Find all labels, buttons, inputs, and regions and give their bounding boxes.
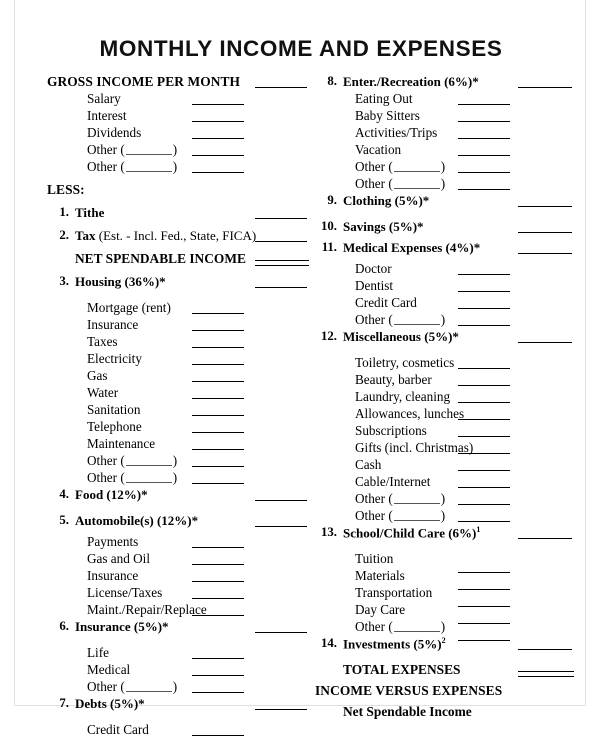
row-day-care bbox=[315, 602, 587, 619]
item-number-11: 11. bbox=[321, 240, 337, 254]
blank-electricity[interactable] bbox=[192, 364, 244, 365]
blank-medical-expenses[interactable] bbox=[518, 253, 572, 254]
blank-maint-repair-replace[interactable] bbox=[192, 615, 244, 616]
blank-school-child-care[interactable] bbox=[518, 538, 572, 539]
row-electricity bbox=[47, 351, 319, 368]
label-savings: Savings (5%)* bbox=[343, 219, 424, 234]
blank-maintenance[interactable] bbox=[192, 449, 244, 450]
item-number-3: 3. bbox=[59, 274, 69, 288]
label-income-other-2: Other ( ) bbox=[87, 159, 178, 174]
blank-debts[interactable] bbox=[255, 709, 307, 710]
label-recreation-other-1: Other ( ) bbox=[355, 159, 446, 174]
blank-investments[interactable] bbox=[518, 649, 572, 650]
label-medical-credit-card: Credit Card bbox=[355, 295, 417, 310]
row-gas-and-oil bbox=[47, 551, 319, 568]
blank-gas-and-oil[interactable] bbox=[192, 564, 244, 565]
row-life bbox=[47, 645, 319, 662]
blank-recreation[interactable] bbox=[518, 87, 572, 88]
blank-recreation-other-2[interactable] bbox=[458, 189, 510, 190]
label-allowances-lunches: Allowances, lunches bbox=[355, 406, 465, 421]
blank-recreation-other-1[interactable] bbox=[458, 172, 510, 173]
blank-license-taxes[interactable] bbox=[192, 598, 244, 599]
label-insurance: Insurance (5%)* bbox=[75, 619, 169, 634]
row-telephone bbox=[47, 419, 319, 436]
blank-cash[interactable] bbox=[458, 470, 510, 471]
label-transportation: Transportation bbox=[355, 585, 433, 600]
label-day-care: Day Care bbox=[355, 602, 406, 617]
blank-medical-credit-card[interactable] bbox=[458, 308, 510, 309]
label-net-spendable-income: NET SPENDABLE INCOME bbox=[75, 251, 246, 266]
row-medical bbox=[47, 662, 319, 679]
row-baby-sitters bbox=[315, 108, 587, 125]
less-header-row bbox=[47, 182, 319, 205]
label-school-other: Other ( ) bbox=[355, 619, 446, 634]
blank-baby-sitters[interactable] bbox=[458, 121, 510, 122]
label-license-taxes: License/Taxes bbox=[87, 585, 163, 600]
label-tuition: Tuition bbox=[355, 551, 394, 566]
label-automobile: Automobile(s) (12%)* bbox=[75, 513, 199, 528]
label-tithe: Tithe bbox=[75, 205, 105, 220]
label-interest: Interest bbox=[87, 108, 127, 123]
label-gas-and-oil: Gas and Oil bbox=[87, 551, 150, 566]
label-investments: Investments $(5\%)^2$ bbox=[343, 636, 446, 652]
label-materials: Materials bbox=[355, 568, 405, 583]
item-number-13: 13. bbox=[321, 525, 337, 539]
blank-beauty-barber[interactable] bbox=[458, 385, 510, 386]
row-investments bbox=[315, 636, 587, 662]
row-medical-other bbox=[315, 312, 587, 329]
row-income-versus-expenses bbox=[315, 683, 587, 704]
item-number-7: 7. bbox=[59, 696, 69, 710]
blank-dividends[interactable] bbox=[192, 138, 244, 139]
blank-auto-insurance[interactable] bbox=[192, 581, 244, 582]
row-materials bbox=[315, 568, 587, 585]
blank-housing[interactable] bbox=[255, 287, 307, 288]
label-miscellaneous: Miscellaneous (5%)* bbox=[343, 329, 459, 344]
label-tax: Tax (Est. - Incl. Fed., State, FICA) bbox=[75, 228, 257, 243]
row-clothing bbox=[315, 193, 587, 219]
row-transportation bbox=[315, 585, 587, 602]
blank-income-other-1[interactable] bbox=[192, 155, 244, 156]
label-maint-repair-replace: Maint./Repair/Replace bbox=[87, 602, 207, 617]
blank-insurance[interactable] bbox=[255, 632, 307, 633]
row-laundry-cleaning bbox=[315, 389, 587, 406]
item-number-2: 2. bbox=[59, 228, 69, 242]
label-medical: Medical bbox=[87, 662, 131, 677]
row-subscriptions bbox=[315, 423, 587, 440]
row-school-child-care bbox=[315, 525, 587, 551]
blank-payments[interactable] bbox=[192, 547, 244, 548]
blank-debts-credit-card[interactable] bbox=[192, 735, 244, 736]
row-total-expenses bbox=[315, 662, 587, 683]
blank-interest[interactable] bbox=[192, 121, 244, 122]
blank-mortgage[interactable] bbox=[192, 313, 244, 314]
label-subscriptions: Subscriptions bbox=[355, 423, 427, 438]
blank-food[interactable] bbox=[255, 500, 307, 501]
label-gifts: Gifts (incl. Christmas) bbox=[355, 440, 474, 455]
blank-medical[interactable] bbox=[192, 675, 244, 676]
row-interest bbox=[47, 108, 319, 125]
other-inline-blank[interactable] bbox=[394, 162, 440, 172]
other-inline-blank[interactable] bbox=[394, 179, 440, 189]
label-recreation: Enter./Recreation (6%)* bbox=[343, 74, 479, 89]
blank-miscellaneous[interactable] bbox=[518, 342, 572, 343]
label-telephone: Telephone bbox=[87, 419, 142, 434]
row-insurance-other bbox=[47, 679, 319, 696]
label-cash: Cash bbox=[355, 457, 382, 472]
label-net-spendable-income: Net Spendable Income bbox=[343, 704, 472, 719]
row-net-spendable-income bbox=[47, 251, 319, 274]
gross-income-header-row bbox=[47, 74, 319, 91]
blank-subscriptions[interactable] bbox=[458, 436, 510, 437]
blank-misc-other-2[interactable] bbox=[458, 521, 510, 522]
item-number-4: 4. bbox=[59, 487, 69, 501]
row-sanitation bbox=[47, 402, 319, 419]
row-toiletry bbox=[315, 355, 587, 372]
other-inline-blank[interactable] bbox=[126, 682, 172, 692]
other-inline-blank[interactable] bbox=[126, 162, 172, 172]
row-payments bbox=[47, 534, 319, 551]
blank-sanitation[interactable] bbox=[192, 415, 244, 416]
blank-laundry-cleaning[interactable] bbox=[458, 402, 510, 403]
row-maint-repair-replace bbox=[47, 602, 319, 619]
other-inline-blank[interactable] bbox=[394, 622, 440, 632]
row-activities-trips bbox=[315, 125, 587, 142]
row-gas bbox=[47, 368, 319, 385]
row-misc-other-2 bbox=[315, 508, 587, 525]
blank-doctor[interactable] bbox=[458, 274, 510, 275]
row-dividends bbox=[47, 125, 319, 142]
item-number-14: 14. bbox=[321, 636, 337, 650]
row-tuition bbox=[315, 551, 587, 568]
blank-cable-internet[interactable] bbox=[458, 487, 510, 488]
label-auto-insurance: Insurance bbox=[87, 568, 139, 583]
row-medical-expenses bbox=[315, 240, 587, 261]
label-gas: Gas bbox=[87, 368, 108, 383]
row-insurance bbox=[47, 619, 319, 645]
item-number-10: 10. bbox=[321, 219, 337, 233]
right-column bbox=[315, 74, 587, 725]
blank-toiletry[interactable] bbox=[458, 368, 510, 369]
row-automobile bbox=[47, 513, 319, 534]
blank-water[interactable] bbox=[192, 398, 244, 399]
other-inline-blank[interactable] bbox=[126, 473, 172, 483]
row-tithe bbox=[47, 205, 319, 228]
item-number-5: 5. bbox=[59, 513, 69, 527]
label-eating-out: Eating Out bbox=[355, 91, 413, 106]
label-income-versus-expenses: INCOME VERSUS EXPENSES bbox=[315, 683, 503, 698]
label-laundry-cleaning: Laundry, cleaning bbox=[355, 389, 451, 404]
row-license-taxes bbox=[47, 585, 319, 602]
label-beauty-barber: Beauty, barber bbox=[355, 372, 432, 387]
row-housing-other-2 bbox=[47, 470, 319, 487]
label-debts: Debts (5%)* bbox=[75, 696, 145, 711]
blank-eating-out[interactable] bbox=[458, 104, 510, 105]
label-mortgage: Mortgage (rent) bbox=[87, 300, 171, 315]
row-savings bbox=[315, 219, 587, 240]
label-electricity: Electricity bbox=[87, 351, 142, 366]
blank-activities-trips[interactable] bbox=[458, 138, 510, 139]
blank-housing-taxes[interactable] bbox=[192, 347, 244, 348]
row-cable-internet bbox=[315, 474, 587, 491]
label-debts-credit-card: Credit Card bbox=[87, 722, 149, 737]
blank-telephone[interactable] bbox=[192, 432, 244, 433]
row-auto-insurance bbox=[47, 568, 319, 585]
label-dentist: Dentist bbox=[355, 278, 394, 293]
row-housing-taxes bbox=[47, 334, 319, 351]
label-medical-expenses: Medical Expenses (4%)* bbox=[343, 240, 481, 255]
label-housing-other-2: Other ( ) bbox=[87, 470, 178, 485]
item-number-9: 9. bbox=[327, 193, 337, 207]
label-misc-other-2: Other ( ) bbox=[355, 508, 446, 523]
label-activities-trips: Activities/Trips bbox=[355, 125, 438, 140]
row-cash bbox=[315, 457, 587, 474]
label-sanitation: Sanitation bbox=[87, 402, 141, 417]
blank-total-expenses[interactable] bbox=[518, 671, 574, 677]
blank-income-other-2[interactable] bbox=[192, 172, 244, 173]
label-housing: Housing (36%)* bbox=[75, 274, 166, 289]
blank-life[interactable] bbox=[192, 658, 244, 659]
label-clothing: Clothing (5%)* bbox=[343, 193, 430, 208]
blank-savings[interactable] bbox=[518, 232, 572, 233]
row-housing bbox=[47, 274, 319, 300]
blank-housing-insurance[interactable] bbox=[192, 330, 244, 331]
row-vacation bbox=[315, 142, 587, 159]
label-vacation: Vacation bbox=[355, 142, 402, 157]
label-water: Water bbox=[87, 385, 119, 400]
row-misc-other-1 bbox=[315, 491, 587, 508]
row-beauty-barber bbox=[315, 372, 587, 389]
other-inline-blank[interactable] bbox=[394, 511, 440, 521]
other-inline-blank[interactable] bbox=[126, 456, 172, 466]
gross-income-header: GROSS INCOME PER MONTH bbox=[47, 74, 241, 89]
label-baby-sitters: Baby Sitters bbox=[355, 108, 420, 123]
blank-clothing[interactable] bbox=[518, 206, 572, 207]
label-housing-taxes: Taxes bbox=[87, 334, 118, 349]
other-inline-blank[interactable] bbox=[394, 315, 440, 325]
row-eating-out bbox=[315, 91, 587, 108]
label-medical-other: Other ( ) bbox=[355, 312, 446, 327]
blank-tithe[interactable] bbox=[255, 218, 307, 219]
row-doctor bbox=[315, 261, 587, 278]
label-school-child-care: School/Child Care $(6\%)^1$ bbox=[343, 525, 481, 541]
blank-tax[interactable] bbox=[255, 241, 307, 242]
row-medical-credit-card bbox=[315, 295, 587, 312]
row-income-other-2 bbox=[47, 159, 319, 182]
blank-dentist[interactable] bbox=[458, 291, 510, 292]
label-toiletry: Toiletry, cosmetics bbox=[355, 355, 455, 370]
gross-income-total-blank[interactable] bbox=[255, 87, 307, 88]
blank-salary[interactable] bbox=[192, 104, 244, 105]
worksheet-page bbox=[14, 0, 586, 737]
label-total-expenses: TOTAL EXPENSES bbox=[343, 662, 461, 677]
blank-net-spendable-income[interactable] bbox=[255, 260, 309, 266]
blank-insurance-other[interactable] bbox=[192, 692, 244, 693]
row-housing-other-1 bbox=[47, 453, 319, 470]
label-income-other-1: Other ( ) bbox=[87, 142, 178, 157]
label-food: Food (12%)* bbox=[75, 487, 148, 502]
row-housing-insurance bbox=[47, 317, 319, 334]
label-misc-other-1: Other ( ) bbox=[355, 491, 446, 506]
blank-vacation[interactable] bbox=[458, 155, 510, 156]
label-maintenance: Maintenance bbox=[87, 436, 156, 451]
blank-misc-other-1[interactable] bbox=[458, 504, 510, 505]
blank-medical-other[interactable] bbox=[458, 325, 510, 326]
left-column bbox=[47, 74, 319, 739]
row-allowances-lunches bbox=[315, 406, 587, 423]
label-cable-internet: Cable/Internet bbox=[355, 474, 431, 489]
item-number-1: 1. bbox=[59, 205, 69, 219]
label-payments: Payments bbox=[87, 534, 139, 549]
row-recreation-other-1 bbox=[315, 159, 587, 176]
item-number-12: 12. bbox=[321, 329, 337, 343]
row-debts bbox=[47, 696, 319, 722]
blank-allowances-lunches[interactable] bbox=[458, 419, 510, 420]
row-tax bbox=[47, 228, 319, 251]
row-recreation bbox=[315, 74, 587, 91]
row-recreation-other-2 bbox=[315, 176, 587, 193]
other-inline-blank[interactable] bbox=[394, 494, 440, 504]
label-dividends: Dividends bbox=[87, 125, 142, 140]
row-water bbox=[47, 385, 319, 402]
blank-housing-other-1[interactable] bbox=[192, 466, 244, 467]
row-miscellaneous bbox=[315, 329, 587, 355]
row-net-spendable-income bbox=[315, 704, 587, 725]
label-housing-insurance: Insurance bbox=[87, 317, 139, 332]
label-housing-other-1: Other ( ) bbox=[87, 453, 178, 468]
row-gifts bbox=[315, 440, 587, 457]
less-header: LESS: bbox=[47, 182, 85, 197]
label-recreation-other-2: Other ( ) bbox=[355, 176, 446, 191]
label-doctor: Doctor bbox=[355, 261, 392, 276]
other-inline-blank[interactable] bbox=[126, 145, 172, 155]
row-debts-credit-card bbox=[47, 722, 319, 739]
blank-gas[interactable] bbox=[192, 381, 244, 382]
row-dentist bbox=[315, 278, 587, 295]
row-income-other-1 bbox=[47, 142, 319, 159]
row-school-other bbox=[315, 619, 587, 636]
blank-gifts[interactable] bbox=[458, 453, 510, 454]
label-insurance-other: Other ( ) bbox=[87, 679, 178, 694]
row-salary bbox=[47, 91, 319, 108]
row-mortgage bbox=[47, 300, 319, 317]
page-title: MONTHLY INCOME AND EXPENSES bbox=[99, 36, 503, 61]
label-salary: Salary bbox=[87, 91, 121, 106]
row-food bbox=[47, 487, 319, 513]
label-life: Life bbox=[87, 645, 109, 660]
row-maintenance bbox=[47, 436, 319, 453]
blank-housing-other-2[interactable] bbox=[192, 483, 244, 484]
blank-automobile[interactable] bbox=[255, 526, 307, 527]
item-number-8: 8. bbox=[327, 74, 337, 88]
item-number-6: 6. bbox=[59, 619, 69, 633]
